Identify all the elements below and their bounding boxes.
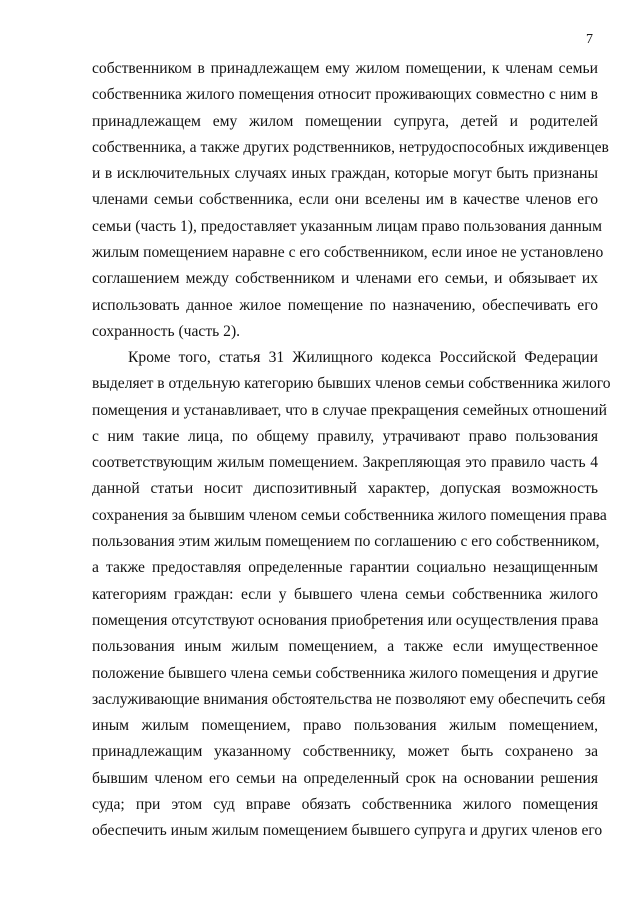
text-line: категориям граждан: если у бывшего члена семьи собственника жилого [92, 585, 598, 603]
text-line: Кроме того, статья 31 Жилищного кодекса Российской Федерации [128, 349, 598, 366]
text-line: жилым помещением наравне с его собственником, если иное не установлено [92, 244, 604, 262]
text-line: суда; при этом суд вправе обязать собственника жилого помещения [92, 796, 598, 814]
text-line: данной статьи носит диспозитивный характер, допуская возможность [92, 480, 598, 498]
text-line: собственника, а также других родственников, нетрудоспособных иждивенцев [92, 138, 609, 156]
text-line: принадлежащем ему жилом помещении супруга, детей и родителей [92, 112, 598, 130]
paragraph-1 [92, 56, 609, 345]
text-line: иным жилым помещением, право пользования жилым помещением, [92, 717, 598, 735]
text-line: соответствующим жилым помещением. Закрепляющая это правило часть 4 [92, 454, 598, 472]
text-line: с ним такие лица, по общему правилу, утрачивают право пользования [92, 427, 598, 445]
text-line: выделяет в отдельную категорию бывших членов семьи собственника жилого [92, 375, 611, 393]
text-line: собственника жилого помещения относит проживающих совместно с ним в [92, 86, 598, 104]
text-line: заслуживающие внимания обстоятельства не позволяют ему обеспечить себя [92, 690, 606, 708]
text-line: соглашением между собственником и членами его семьи, и обязывает их [92, 270, 598, 288]
text-line: принадлежащим указанному собственнику, может быть сохранено за [92, 743, 598, 761]
text-line: бывшим членом его семьи на определенный срок на основании решения [92, 769, 598, 787]
text-line: сохранения за бывшим членом семьи собственника жилого помещения права [92, 506, 607, 524]
text-line: использовать данное жилое помещение по назначению, обеспечивать его [92, 296, 598, 314]
text-line: и в исключительных случаях иных граждан, которые могут быть признаны [92, 165, 598, 183]
text-line: собственником в принадлежащем ему жилом помещении, к членам семьи [92, 60, 598, 77]
text-line: помещения отсутствуют основания приобретения или осуществления права [92, 611, 599, 629]
text-line: членами семьи собственника, если они вселены им в качестве членов его [92, 191, 598, 209]
text-line: обеспечить иным жилым помещением бывшего супруга и других членов его [92, 822, 603, 840]
text-line: сохранность (часть 2). [92, 322, 241, 340]
text-line: помещения и устанавливает, что в случае прекращения семейных отношений [92, 401, 607, 419]
text-line: а также предоставляя определенные гарантии социально незащищенным [92, 559, 598, 577]
text-line: семьи (часть 1), предоставляет указанным лицам право пользования данным [92, 217, 602, 235]
page-number: 7 [586, 32, 593, 47]
text-line: положение бывшего члена семьи собственника жилого помещения и другие [92, 664, 599, 682]
text-line: пользования иным жилым помещением, а также если имущественное [92, 638, 598, 656]
text-line: пользования этим жилым помещением по соглашению с его собственником, [92, 533, 600, 551]
paragraph-2 [92, 345, 611, 845]
